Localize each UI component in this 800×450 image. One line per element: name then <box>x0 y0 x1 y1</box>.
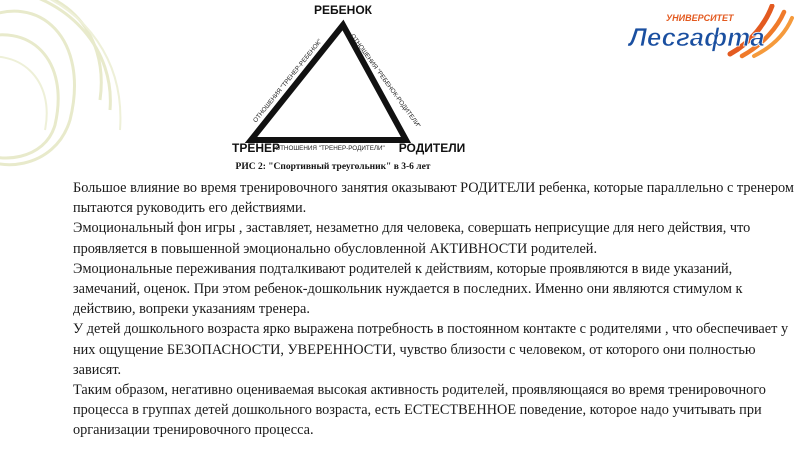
right-side-label: ОТНОШЕНИЯ "РЕБЕНОК-РОДИТЕЛИ" <box>348 32 422 130</box>
left-side-label: ОТНОШЕНИЯ "ТРЕНЕР-РЕБЕНОК" <box>252 37 324 125</box>
paragraph-2: Эмоциональный фон игры , заставляет, незаметно для человека, совершать неприсущие для него действия, что проявляется в повышенной эмоционально обусловленной АКТИВНОСТИ родителей. <box>73 220 751 257</box>
top-label: РЕБЕНОК <box>314 3 372 17</box>
paragraph-5: Таким образом, негативно оцениваемая высокая активность родителей, проявляющаяся во время тренировочного процесса в группах детей дошкольного возраста, есть ЕСТЕСТВЕННОЕ поведение, которое надо учитывать при организации тренировочного процесса. <box>73 382 766 439</box>
sports-triangle-diagram <box>200 0 500 180</box>
diagram-caption: РИС 2: "Спортивный треугольник" в 3-6 лет <box>235 162 431 172</box>
paragraph-4: У детей дошкольного возраста ярко выражена потребность в постоянном контакте с родителями , что обеспечивает у них ощущение БЕЗОПАСНОСТИ, УВЕРЕННОСТИ, чувство близости с человеком, от которого они полностью зависят. <box>73 321 789 378</box>
logo-big-text: Лесгафта <box>629 22 765 52</box>
right-label: РОДИТЕЛИ <box>398 141 466 155</box>
logo-small-text: УНИВЕРСИТЕТ <box>666 13 734 23</box>
body-text <box>73 178 795 441</box>
left-label: ТРЕНЕР <box>231 141 281 155</box>
bottom-side-label: ОТНОШЕНИЯ "ТРЕНЕР-РОДИТЕЛИ" <box>275 145 385 152</box>
lesgaft-university-logo <box>626 4 796 62</box>
paragraph-1: Большое влияние во время тренировочного занятия оказывают РОДИТЕЛИ ребенка, которые параллельно с тренером пытаются руководить его действиями. <box>73 180 794 217</box>
paragraph-3: Эмоциональные переживания подталкивают родителей к действиям, которые проявляются в виде указаний, замечаний, оценок. При этом ребенок-дошкольник нуждается в последних. Именно они являются стимулом к действию, вопреки указаниям тренера. <box>73 260 743 318</box>
